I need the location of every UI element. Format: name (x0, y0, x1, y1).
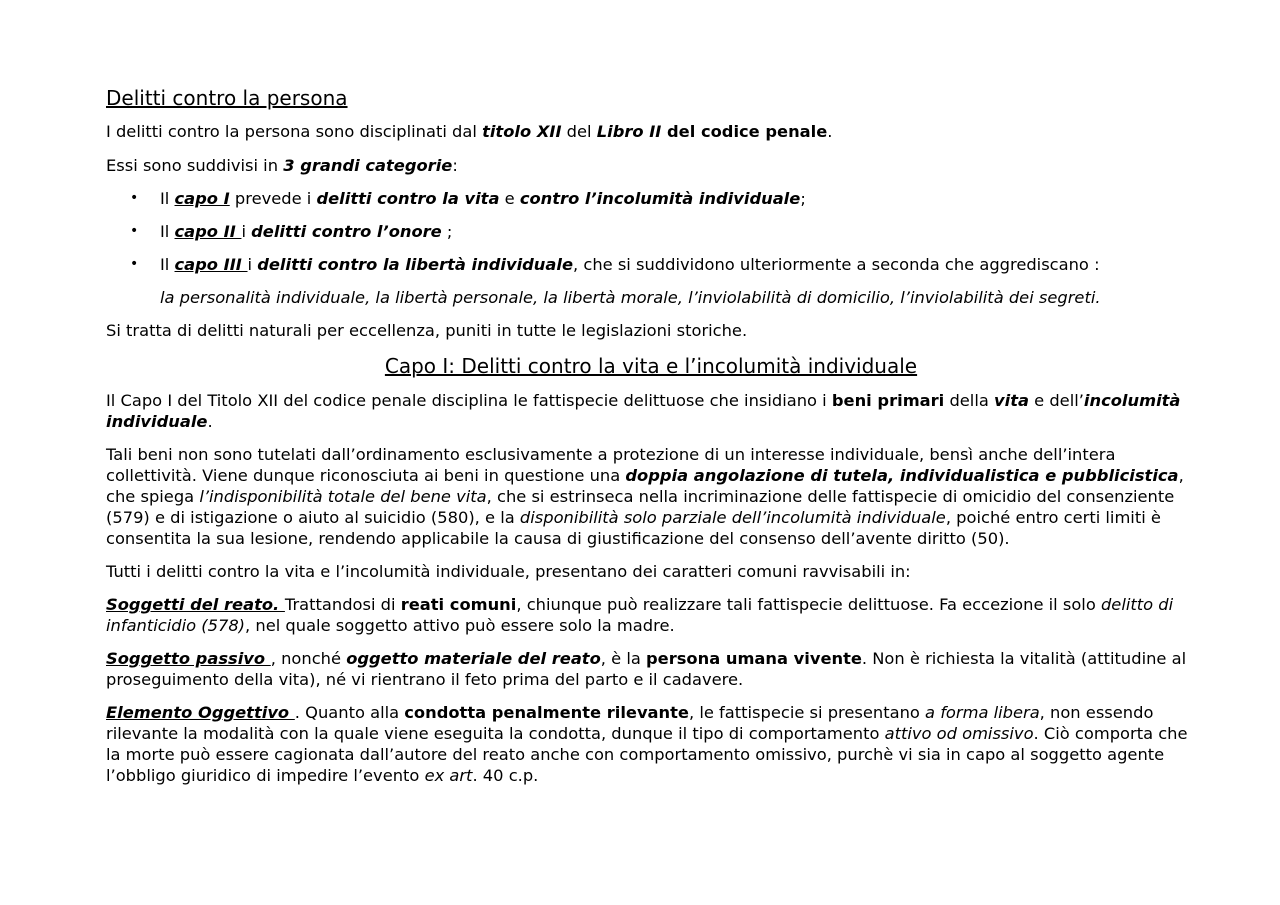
subheading: Soggetto passivo (106, 649, 271, 668)
emphasis: del codice penale (661, 122, 828, 141)
text: della (944, 391, 994, 410)
emphasis: oggetto materiale del reato (346, 649, 601, 668)
emphasis: delitti contro la libertà individuale (257, 255, 574, 274)
emphasis: condotta penalmente rilevante (404, 703, 689, 722)
emphasis: delitti contro la vita (316, 189, 500, 208)
paragraph-soggetto-passivo (106, 648, 1196, 690)
text: . (207, 412, 213, 431)
bullet-icon: • (130, 190, 139, 206)
text: , che si estrinseca nella incriminazione delle fattispecie di omicidio del consenziente (579) e di istigazione o aiuto al suicidio (580), e la (106, 487, 1175, 527)
text: . 40 c.p. (472, 766, 539, 785)
text: Il (160, 255, 175, 274)
text: Trattandosi di (284, 595, 401, 614)
text: , nonché (270, 649, 347, 668)
emphasis: titolo XII (482, 122, 562, 141)
italic-text: a forma libera (925, 703, 1040, 722)
list-item (106, 254, 1196, 275)
text: , le fattispecie si presentano (688, 703, 926, 722)
capo-label: capo II (174, 222, 242, 241)
text: ; (441, 222, 453, 241)
text: del (561, 122, 597, 141)
text: i (241, 222, 252, 241)
list-continuation: la personalità individuale, la libertà personale, la libertà morale, l’inviolabilità di domicilio, l’inviolabilità dei segreti. (160, 288, 1101, 307)
text: . (827, 122, 833, 141)
text: Tali beni non sono tutelati dall’ordinamento esclusivamente a protezione di un interesse individuale, bensì anche dell’intera collettività. Viene dunque riconosciuta ai beni in questione una (106, 445, 1116, 485)
italic-text: delitto di infanticidio (578) (106, 595, 1174, 635)
natural-crimes-paragraph: Si tratta di delitti naturali per eccellenza, puniti in tutte le legislazioni storiche. (106, 321, 748, 340)
italic-text: ex art (424, 766, 473, 785)
categories-list (106, 188, 1196, 275)
document-title: Delitti contro la persona (106, 86, 348, 110)
text: ; (800, 189, 806, 208)
italic-text: attivo od omissivo (884, 724, 1034, 743)
text: , è la (600, 649, 646, 668)
text: I delitti contro la persona sono disciplinati dal (106, 122, 483, 141)
paragraph-caratteri-comuni: Tutti i delitti contro la vita e l’incolumità individuale, presentano dei caratteri comuni ravvisabili in: (106, 562, 911, 581)
emphasis: contro l’incolumità individuale (519, 189, 801, 208)
capo-label: capo I (174, 189, 230, 208)
emphasis: 3 grandi categorie (283, 156, 453, 175)
categories-intro (106, 155, 1196, 176)
text: e (499, 189, 520, 208)
document-body (106, 85, 1196, 786)
list-item (106, 221, 1196, 242)
emphasis: reati comuni (400, 595, 517, 614)
text: , che si suddividono ulteriormente a seconda che aggrediscano : (573, 255, 1100, 274)
emphasis: beni primari (831, 391, 945, 410)
emphasis: vita (994, 391, 1029, 410)
text: prevede i (229, 189, 317, 208)
paragraph-elemento-oggettivo (106, 702, 1196, 786)
text: Il Capo I del Titolo XII del codice penale disciplina le fattispecie delittuose che insidiano i (106, 391, 832, 410)
text: Il (160, 222, 175, 241)
text: : (452, 156, 458, 175)
text: Essi sono suddivisi in (106, 156, 284, 175)
bullet-icon: • (130, 223, 139, 239)
text: e dell’ (1028, 391, 1084, 410)
paragraph-tutela (106, 444, 1196, 549)
text: . Non è richiesta la vitalità (attitudine al proseguimento della vita), né vi rientrano il feto prima del parto e il cadavere. (106, 649, 1187, 689)
emphasis: incolumità individuale (106, 391, 1181, 431)
italic-text: l’indisponibilità totale del bene vita (199, 487, 487, 506)
text: i (247, 255, 258, 274)
text: , non essendo rilevante la modalità con la quale viene eseguita la condotta, dunque il tipo di comportamento (106, 703, 1154, 743)
text: , poiché entro certi limiti è consentita la sua lesione, rendendo applicabile la causa di giustificazione del consenso dell’avente diritto (50). (106, 508, 1161, 548)
bullet-icon: • (130, 256, 139, 272)
intro-paragraph (106, 121, 1196, 142)
text: , chiunque può realizzare tali fattispecie delittuose. Fa eccezione il solo (516, 595, 1101, 614)
capo-label: capo III (174, 255, 248, 274)
subheading: Soggetti del reato. (106, 595, 285, 614)
emphasis: persona umana vivente (646, 649, 862, 668)
paragraph-soggetti (106, 594, 1196, 636)
emphasis: doppia angolazione di tutela, individualistica e pubblicistica (625, 466, 1179, 485)
emphasis: delitti contro l’onore (251, 222, 442, 241)
text: , che spiega (106, 466, 1184, 506)
list-item (106, 188, 1196, 209)
text: Il (160, 189, 175, 208)
text: , nel quale soggetto attivo può essere solo la madre. (245, 616, 675, 635)
text: . Ciò comporta che la morte può essere cagionata dall’autore del reato anche con comportamento omissivo, purchè vi sia in capo al soggetto agente l’obbligo giuridico di impedire l’evento (106, 724, 1188, 785)
paragraph-beni-primari (106, 390, 1196, 432)
italic-text: disponibilità solo parziale dell’incolumità individuale (519, 508, 946, 527)
text: . Quanto alla (294, 703, 405, 722)
emphasis: Libro II (596, 122, 662, 141)
section-heading: Capo I: Delitti contro la vita e l’incolumità individuale (384, 354, 918, 378)
subheading: Elemento Oggettivo (106, 703, 295, 722)
